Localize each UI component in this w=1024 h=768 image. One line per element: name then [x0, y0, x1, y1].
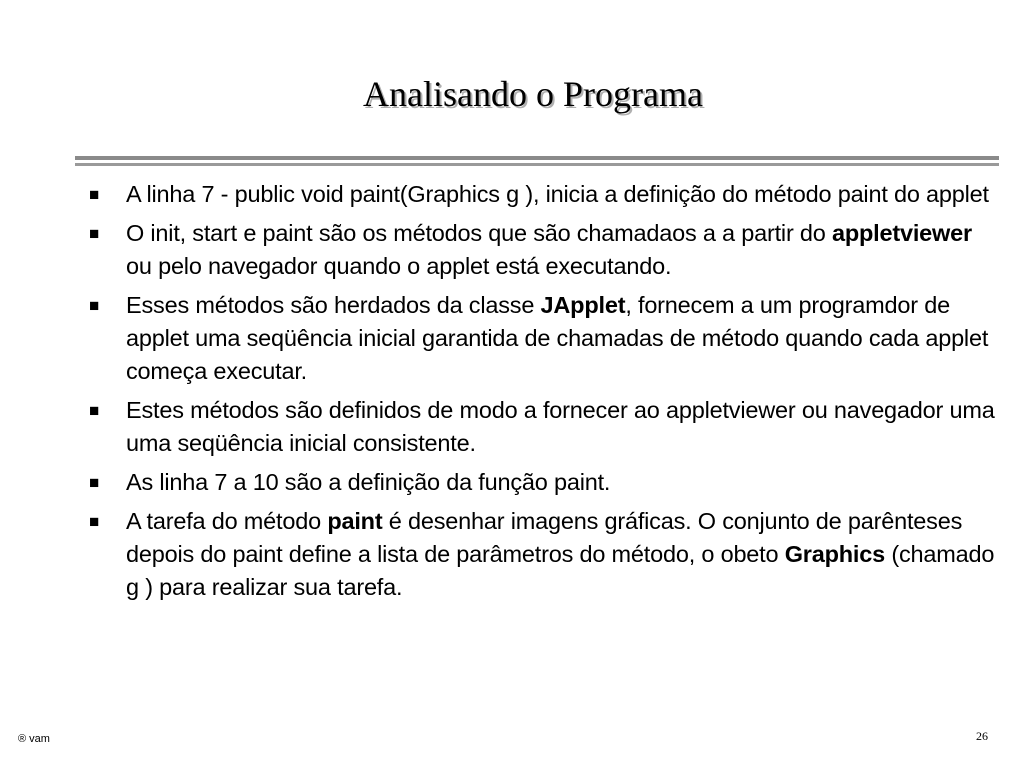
bullet-text [126, 469, 610, 495]
bullet-item [88, 466, 998, 499]
bullet-text-segment: A linha 7 - public void paint(Graphics g ), inicia a definição do método paint do applet [126, 181, 989, 207]
bullet-square-icon: ■ [89, 185, 100, 204]
bullet-item [88, 289, 998, 388]
bullet-text-segment: é desenhar imagens gráficas. O conjunto de parênteses depois do paint define a lista de parâmetros do método, o obeto [126, 508, 963, 567]
bullet-square-icon: ■ [89, 296, 100, 315]
bullet-bold-term: Graphics [784, 541, 885, 567]
title-divider-bottom [75, 163, 999, 166]
bullet-text-segment: , fornecem a um programdor de applet uma seqüência inicial garantida de chamadas de método quando cada applet começa executar. [126, 292, 989, 384]
bullet-text-segment: O init, start e paint são os métodos que são chamadaos a a partir do [126, 220, 832, 246]
bullet-square-icon: ■ [89, 473, 100, 492]
bullet-text [126, 508, 994, 600]
bullet-bold-term: JApplet [540, 292, 626, 318]
bullet-text-segment: ou pelo navegador quando o applet está executando. [126, 253, 672, 279]
bullet-item [88, 217, 998, 283]
bullet-text [126, 397, 995, 456]
bullet-text [126, 292, 988, 384]
bullet-text [126, 181, 989, 207]
bullet-text-segment: As linha 7 a 10 são a definição da função paint. [126, 469, 611, 495]
bullet-text-segment: Esses métodos são herdados da classe [126, 292, 541, 318]
bullet-bold-term: paint [327, 508, 383, 534]
page-number: 26 [976, 729, 988, 743]
bullet-item [88, 505, 998, 604]
title-divider-top [75, 156, 999, 160]
bullet-square-icon: ■ [89, 401, 100, 420]
bullet-text-segment: (chamado g ) para realizar sua tarefa. [126, 541, 995, 600]
bullet-bold-term: appletviewer [831, 220, 972, 246]
slide-title: Analisando o Programa [363, 74, 703, 114]
footer-copyright: ® vam [18, 733, 50, 745]
bullet-list [88, 178, 998, 610]
bullet-text-segment: Estes métodos são definidos de modo a fornecer ao appletviewer ou navegador uma uma seqüência inicial consistente. [126, 397, 995, 456]
bullet-item [88, 394, 998, 460]
bullet-text [126, 220, 972, 279]
bullet-square-icon: ■ [89, 512, 100, 531]
bullet-item [88, 178, 998, 211]
bullet-square-icon: ■ [89, 224, 100, 243]
bullet-text-segment: A tarefa do método [126, 508, 328, 534]
